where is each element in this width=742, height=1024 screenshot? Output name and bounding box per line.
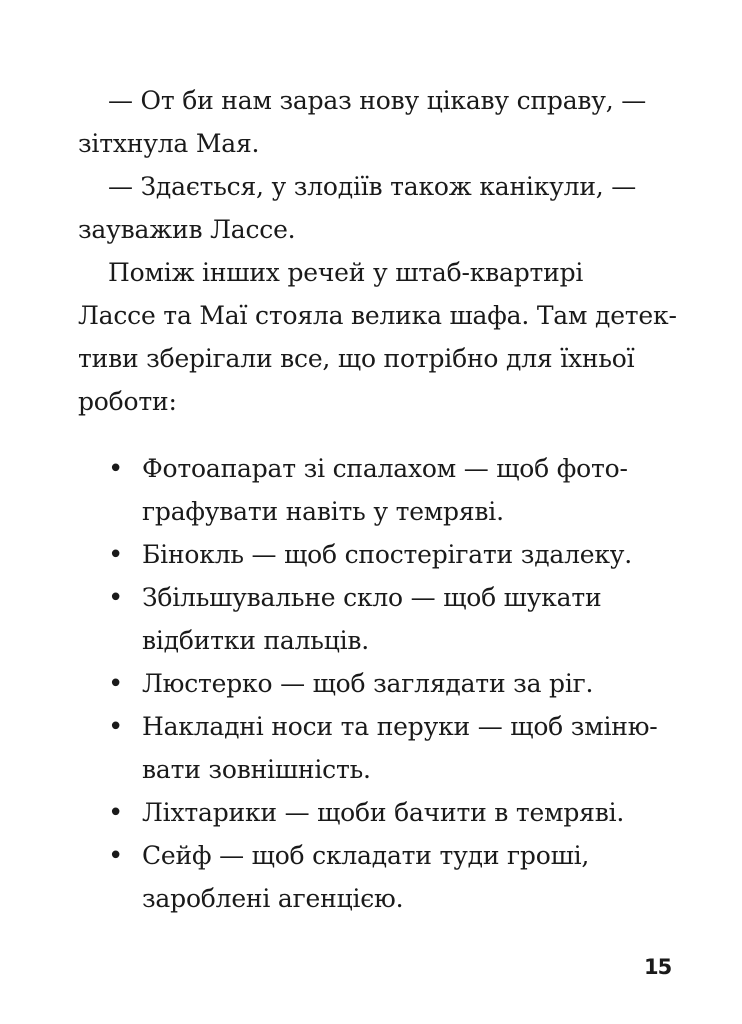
list-bullet-5: • — [108, 712, 124, 742]
paragraph-1-line-2: зітхнула Мая. — [78, 129, 260, 158]
list-item-5-line-1: Накладні носи та перуки — щоб зміню- — [142, 712, 658, 741]
list-item-3-line-2: відбитки пальців. — [142, 626, 369, 655]
list-item-5-line-2: вати зовнішність. — [142, 755, 371, 784]
paragraph-3-line-4: роботи: — [78, 387, 177, 416]
list-bullet-1: • — [108, 454, 124, 484]
list-item-1-line-2: графувати навіть у темряві. — [142, 497, 504, 526]
list-item-7-line-2: зароблені агенцією. — [142, 884, 404, 913]
paragraph-2-line-1: — Здається, у злодіїв також канікули, — — [108, 172, 637, 201]
paragraph-1-line-1: — От би нам зараз нову цікаву справу, — — [108, 86, 647, 115]
list-item-3-line-1: Збільшувальне скло — щоб шукати — [142, 583, 602, 612]
list-bullet-3: • — [108, 583, 124, 613]
list-bullet-7: • — [108, 841, 124, 871]
page-number: 15 — [644, 955, 672, 979]
list-item-2-line-1: Бінокль — щоб спостерігати здалеку. — [142, 540, 633, 569]
list-item-1-line-1: Фотоапарат зі спалахом — щоб фото- — [142, 454, 628, 483]
list-bullet-2: • — [108, 540, 124, 570]
list-item-4-line-1: Люстерко — щоб заглядати за ріг. — [142, 669, 594, 698]
paragraph-3-line-3: тиви зберігали все, що потрібно для їхньої — [78, 344, 635, 373]
paragraph-2-line-2: зауважив Лассе. — [78, 215, 296, 244]
paragraph-3-line-2: Лассе та Маї стояла велика шафа. Там детек- — [78, 301, 677, 330]
list-bullet-4: • — [108, 669, 124, 699]
paragraph-3-line-1: Поміж інших речей у штаб-квартирі — [108, 258, 584, 287]
list-item-7-line-1: Сейф — щоб складати туди гроші, — [142, 841, 590, 870]
list-bullet-6: • — [108, 798, 124, 828]
list-item-6-line-1: Ліхтарики — щоби бачити в темряві. — [142, 798, 625, 827]
